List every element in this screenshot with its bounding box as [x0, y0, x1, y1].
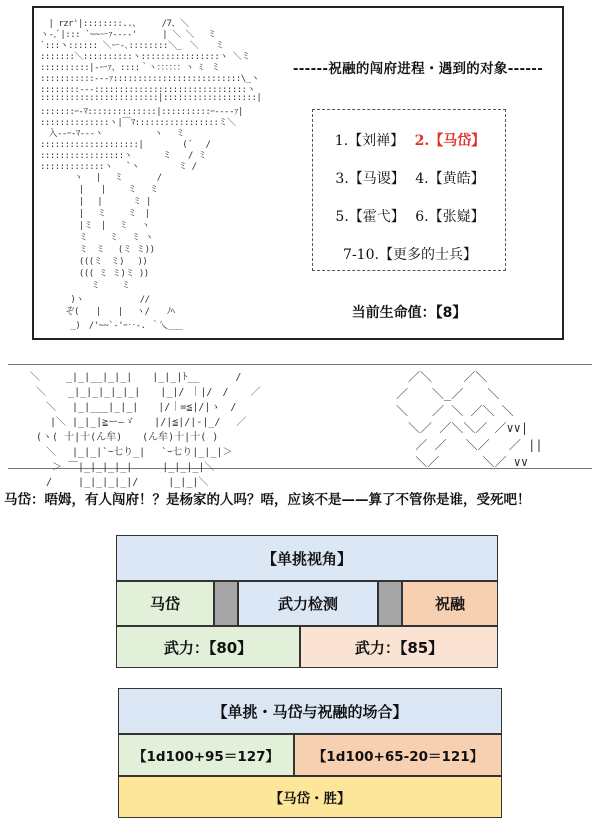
list-row [313, 244, 507, 264]
duel-right-stat: 武力：【85】 [300, 626, 498, 668]
list-item: 6.【张嶷】 [415, 209, 485, 225]
ascii-banner-text: ＼ _|_|__|_|_| |_|_|ﾄ__ / ＼ _|_|_|_|_|_| |_|/ ｜|/ / ／ ＼ |_|___|_|_| |/｜=≦|/|ゝ / |＼ |_|_|≧ー―ゞ |/|≦|/|‐|_/ ／ (ヽ( 十|十(ん牟) (ん牟)十|十( ) ＼ |_|_|`ｰ七り_| `ｰ七り|_|_|＞ ＞ ￣|_|_|_|_| |_|_|_|＼ / |_|_|_|_|/ |_|_|＼ [30, 372, 261, 488]
duel-divider-left [214, 581, 238, 626]
panel-title: ------祝融的闯府进程・遇到的对象------ [292, 61, 544, 77]
duel-right-name: 祝融 [402, 581, 498, 626]
list-item: 1.【刘禅】 [334, 133, 405, 149]
result-header: 【单挑・马岱与祝融的场合】 [118, 688, 502, 734]
ascii-banner [0, 352, 600, 488]
ascii-banner-symbol: ／＼ ／＼ ／ ＼_／ ＼ ＼ ／ ＼ ／＼ ＼ ＼／ ／＼＼／ ／∨∨| ／ ／ ＼／ ／ || ＼／ ＼／ ∨∨ [396, 370, 543, 469]
life-value: 当前生命值：【8】 [351, 305, 467, 321]
encounter-list [312, 109, 506, 271]
duel-check-label: 武力检测 [238, 581, 378, 626]
banner-rule-top [8, 364, 592, 365]
list-item-current: 2.【马岱】 [414, 133, 486, 149]
list-row [313, 168, 507, 188]
result-left-roll: 【1d100+95＝127】 [118, 734, 294, 776]
list-item: 3.【马谡】 [335, 171, 405, 187]
list-item: 4.【黄皓】 [415, 171, 485, 187]
result-right-roll: 【1d100+65-20＝121】 [294, 734, 502, 776]
duel-left-name: 马岱 [116, 581, 214, 626]
list-item: 5.【霍弋】 [335, 209, 405, 225]
dialog-line: 马岱：唔姆，有人闯府！？是杨家的人吗？唔，应该不是——算了不管你是谁，受死吧！ [4, 492, 531, 508]
duel-header: 【单挑视角】 [116, 535, 498, 581]
duel-divider-right [378, 581, 402, 626]
list-row [313, 130, 507, 150]
story-panel [32, 6, 564, 340]
result-outcome: 【马岱・胜】 [118, 776, 502, 818]
ascii-art-character: | rzr'|::::::::..、 /7、＼ ヽ-,ﾞ|::: `~~ーｧ----' | ＼ ＼ ミ `:::ヽ:::::: ＼ー-､::::::::＼_ ＼ ミ :::::::＼::::::::::ヽ::::::::::::::::ヽ ＼ミ ::::::::::|-ーｧ、::::｀ヽ：：：：：：ヽ ﾐ ミ :::::::::::---ｧ::::::::::::::::::::::::::\_ヽ ::::::::---:::::::::::::::::::::::::::::::ヽ ::::::::::::::::::::::::|:::::::::::::::::::| :::::::ｰ-ﾏ::::::::::::::|::::::::::ｰ----ｧ| ::::::::::::::ヽ|￣ﾏ:::::::::::::::::ミ＼ 入--ｰ-ﾏ---ヽ ヽ ミ ::::::::::::::::::::| (´ / :::::::::::::::::ヽ ミ / ミ :::::::::::::ヽ `ヽ ミ / ヽ | ミ / | | ミ ミ | | ミ | | ミ ミ | |ミ | ミ ヽ ミ ミ ミ ヽ ミ ミ (ミ ミ)) (((ミ ミ) )) ((( ミ ミ)ミ )) ミ ミ )ヽ // ぞ( | | ヽ/ ﾉﾍ _) /'~~`-'ｰ‥-. ｀乀___ [40, 19, 262, 331]
list-row [313, 206, 507, 226]
list-item: 7-10.【更多的士兵】 [343, 247, 477, 263]
duel-left-stat: 武力：【80】 [116, 626, 300, 668]
